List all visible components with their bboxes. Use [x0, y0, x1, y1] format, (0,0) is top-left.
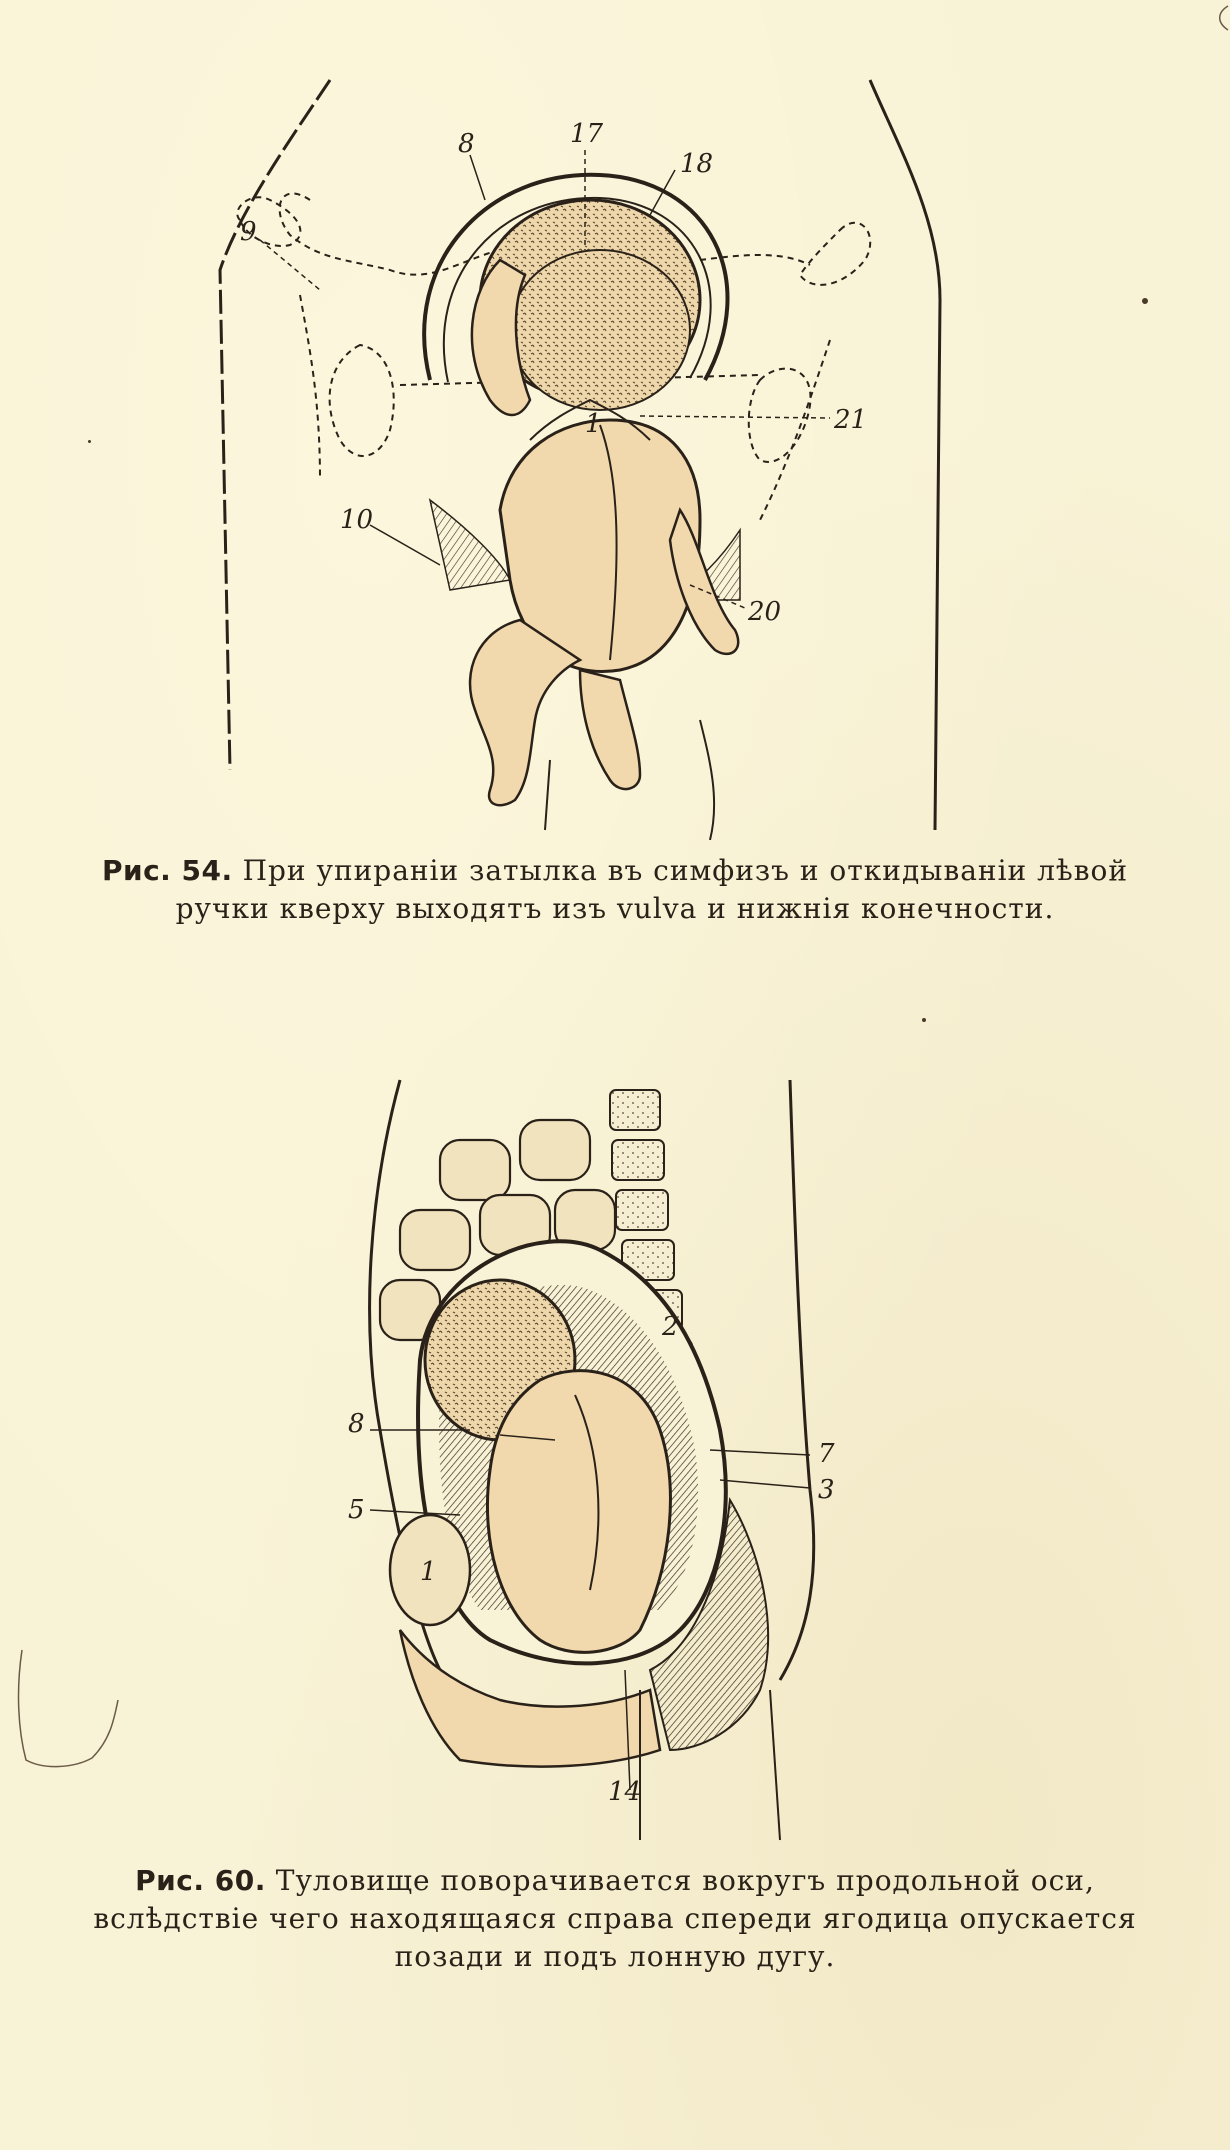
figure-60-illustration — [340, 1070, 900, 1850]
figure-54-drawing — [200, 60, 960, 840]
figure-54-caption-text: При упираніи затылка въ симфизъ и откидываніи лѣвой ручки кверху выходятъ изъ vulva и нижнія конечности. — [175, 854, 1129, 925]
callout-14: 14 — [608, 1777, 642, 1807]
callout-21: 21 — [834, 405, 868, 435]
figure-60-caption — [60, 1862, 1170, 1976]
page-corner-mark — [1210, 4, 1230, 34]
figure-60-drawing — [340, 1070, 900, 1850]
figure-60-caption-text: Туловище поворачивается вокругъ продольной оси, вслѣдствіе чего находящаяся справа спереди ягодица опускается позади и подъ лонную дугу. — [93, 1864, 1137, 1973]
callout-20: 20 — [748, 597, 782, 627]
paper-speck — [1142, 298, 1148, 304]
figure-54-caption — [60, 852, 1170, 928]
callout-10: 10 — [340, 505, 374, 535]
figure-60-label: Рис. 60. — [135, 1864, 266, 1897]
callout-7: 7 — [818, 1439, 835, 1469]
callout-1: 1 — [585, 409, 602, 439]
callout-1: 1 — [420, 1557, 437, 1587]
paper-speck — [88, 440, 91, 443]
paper-speck — [922, 1018, 926, 1022]
figure-54-label: Рис. 54. — [101, 854, 233, 887]
figure-54-illustration — [200, 60, 960, 840]
callout-9: 9 — [240, 217, 257, 247]
callout-18: 18 — [680, 149, 714, 179]
callout-17: 17 — [570, 119, 604, 149]
callout-2: 2 — [662, 1312, 679, 1342]
callout-5: 5 — [348, 1495, 365, 1525]
callout-8: 8 — [348, 1409, 365, 1439]
callout-3: 3 — [818, 1475, 835, 1505]
margin-pencil-mark — [14, 1640, 134, 1780]
callout-8: 8 — [458, 129, 475, 159]
